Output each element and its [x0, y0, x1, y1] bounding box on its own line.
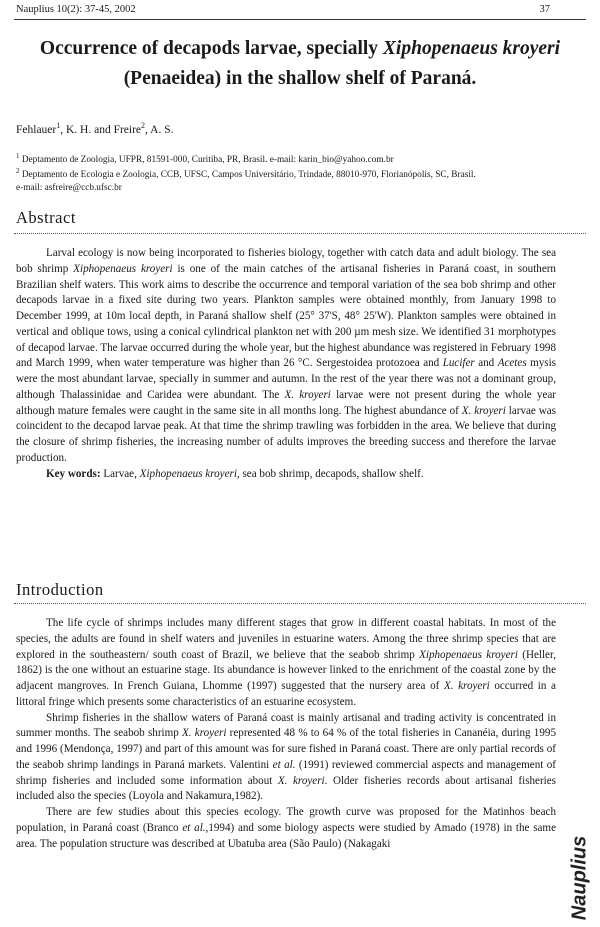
- introduction-rule: [14, 603, 586, 604]
- title-species: Xiphopenaeus kroyeri: [382, 38, 561, 59]
- introduction-heading: Introduction: [16, 580, 104, 599]
- abstract-heading: Abstract: [16, 208, 76, 227]
- nauplius-logo: [566, 832, 594, 924]
- abstract-rule: [14, 233, 586, 234]
- abstract-paragraph: Larval ecology is now being incorporated to fisheries biology, together with catch data and adult biology. The sea bob shrimp Xiphopenaeus kroyeri is one of the main catches of the artisanal fisheries in Paraná coast, in southern Brazilian shelf waters. This work aims to describe the occurrence and temporal variation of the sea bob shrimp and other decapods larvae in a fixed site during two years. Plankton samples were obtained monthly, from January 1998 to December 1999, at 10m local depth, in Paraná shallow shelf (25° 37'S, 48° 25'W). Plankton samples were obtained in vertical and oblique tows, using a conical cylindrical plankton net with 200 µm mesh size. We identified 31 morphotypes of decapod larvae. The larvae occurred during the whole year, but the highest abundance was registered in February 1998 and March 1999, when water temperature was higher than 26 °C. Sergestoidea protozoea and Lucifer and Acetes mysis were the most abundant larvae, specially in summer and autumn. In the rest of the year there was not a dominant group, although Thalassinidae and Caridea were abundant. The X. kroyeri larvae were not present during the whole year although mature females were caught in the same site in all months long. The highest abundance of X. kroyeri larvae was coincident to the decapod larvae peak. At that time the shrimp trawling was forbidden in the area. We believe that during the closure of shrimp fisheries, the increasing number of adults improves the breeding success and therefore the larvae production.: [16, 247, 556, 464]
- journal-citation: Nauplius 10(2): 37-45, 2002: [16, 4, 136, 15]
- authors: Fehlauer$^1$, K. H. and Freire$^2$, A. S.: [16, 121, 174, 136]
- abstract-body: [16, 246, 556, 482]
- page-number: 37: [539, 4, 550, 15]
- paper-title: Occurrence of decapods larvae, specially Xiphopenaeus kroyeri (Penaeidea) in the shallow shelf of Paraná.: [39, 38, 561, 89]
- running-header: [16, 4, 550, 18]
- header-rule: [14, 19, 586, 20]
- intro-paragraph-1: The life cycle of shrimps includes many different stages that grow in different coastal habitats. In most of the species, the adults are found in shelf waters and juveniles in estuarine waters. Among the three shrimp species that are explored in the southeastern/ south coast of Brazil, we believe that the seabob shrimp Xiphopenaeus kroyeri (Heller, 1862) is the one without an estuarine stage. Its abundance is however linked to the enrichment of the coastal zone by the adjacent mangroves. In French Guiana, Lhomme (1997) suggested that the nursery area of X. kroyeri occurred in a littoral fringe which presents some characteristics of an estuarine ecosystem.: [16, 617, 557, 708]
- introduction-body: [16, 616, 556, 852]
- affiliation-2: $^2$ Deptamento de Ecologia e Zoologia, CCB, UFSC, Campos Universitário, Trindade, 88010-970, Florianópolis, SC, Brasil. e-mail: asfreire@ccb.ufsc.br: [16, 167, 476, 194]
- keywords: Key words: Larvae, Xiphopenaeus kroyeri, sea bob shrimp, decapods, shallow shelf.: [46, 467, 424, 480]
- intro-paragraph-2: Shrimp fisheries in the shallow waters of Paraná coast is mainly artisanal and trading activity is concentrated in summer months. The seabob shrimp X. kroyeri represented 48 % to 64 % of the total fisheries in Cananéia, during 1995 and 1996 (Mendonça, 1997) and part of this amount was for sure fished in Paraná coast. There are only partial records of the seabob shrimp landings in Paraná markets. Valentini et al. (1991) reviewed commercial aspects and management of shrimp fisheries and included some information about X. kroyeri. Older fisheries records about artisanal fisheries included also the species (Loyola and Nakamura,1982).: [16, 711, 556, 803]
- nauplius-logo-text: Nauplius: [568, 835, 591, 921]
- intro-paragraph-3: There are few studies about this species ecology. The growth curve was proposed for the Matinhos beach population, in Paraná coast (Branco et al.,1994) and some biology aspects were studied by Amado (1978) in the same area. The population structure was described at Ubatuba area (São Paulo) (Nakagaki: [16, 806, 556, 850]
- affiliation-1: $^1$ Deptamento de Zoologia, UFPR, 81591-000, Curitiba, PR, Brasil. e-mail: karin_bio@yahoo.com.br: [16, 152, 394, 166]
